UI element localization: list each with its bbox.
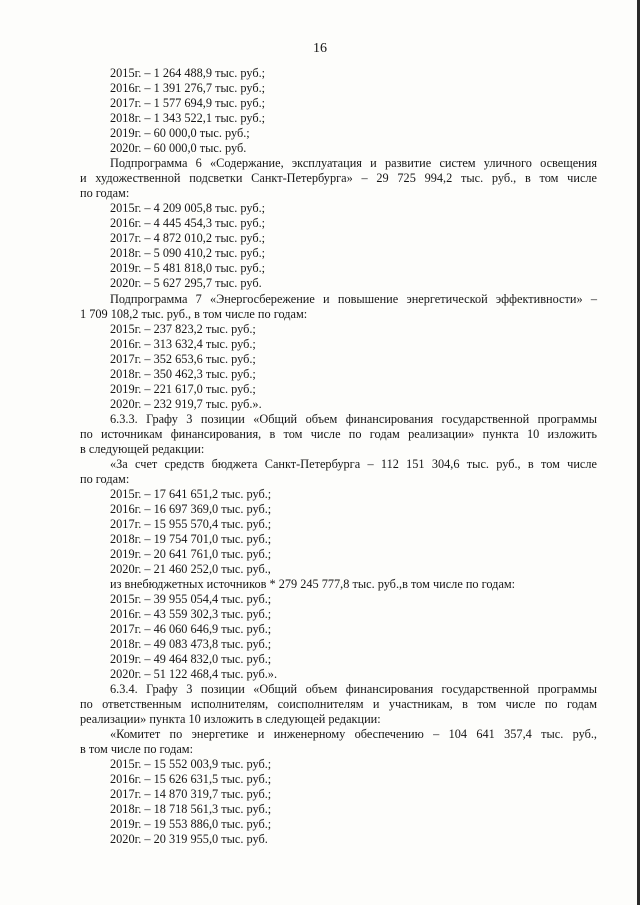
paragraph-line: в следующей редакции: xyxy=(80,442,205,456)
funding-year-line: 2017г. – 14 870 319,7 тыс. руб.; xyxy=(110,787,272,801)
funding-year-line: 2018г. – 350 462,3 тыс. руб.; xyxy=(110,367,256,381)
paragraph-line: «Комитет по энергетике и инженерному обеспечению – 104 641 357,4 тыс. руб., xyxy=(110,727,597,741)
funding-year-line: 2020г. – 5 627 295,7 тыс. руб. xyxy=(110,276,262,290)
funding-year-line: 2015г. – 39 955 054,4 тыс. руб.; xyxy=(110,592,272,606)
paragraph-line: по ответственным исполнителям, соисполнителям и участникам, в том числе по годам xyxy=(80,697,597,711)
paragraph-line: 1 709 108,2 тыс. руб., в том числе по годам: xyxy=(80,307,308,321)
funding-year-line: 2016г. – 43 559 302,3 тыс. руб.; xyxy=(110,607,272,621)
funding-year-line: 2016г. – 313 632,4 тыс. руб.; xyxy=(110,337,256,351)
funding-year-line: 2018г. – 18 718 561,3 тыс. руб.; xyxy=(110,802,272,816)
paragraph-line: 6.3.4. Графу 3 позиции «Общий объем финансирования государственной программы xyxy=(110,682,597,696)
paragraph-line: 6.3.3. Графу 3 позиции «Общий объем финансирования государственной программы xyxy=(110,412,597,426)
funding-year-line: 2019г. – 60 000,0 тыс. руб.; xyxy=(110,126,250,140)
funding-year-line: 2020г. – 20 319 955,0 тыс. руб. xyxy=(110,832,268,846)
paragraph-line: из внебюджетных источников * 279 245 777,8 тыс. руб.,в том числе по годам: xyxy=(110,577,516,591)
funding-year-line: 2015г. – 237 823,2 тыс. руб.; xyxy=(110,322,256,336)
funding-year-line: 2016г. – 15 626 631,5 тыс. руб.; xyxy=(110,772,272,786)
paragraph-line: и художественной подсветки Санкт-Петербурга» – 29 725 994,2 тыс. руб., в том числе xyxy=(80,171,597,185)
funding-year-line: 2019г. – 5 481 818,0 тыс. руб.; xyxy=(110,261,266,275)
paragraph-line: по источникам финансирования, в том числе по годам реализации» пункта 10 изложить xyxy=(80,427,597,441)
funding-year-line: 2020г. – 51 122 468,4 тыс. руб.». xyxy=(110,667,278,681)
funding-year-line: 2019г. – 221 617,0 тыс. руб.; xyxy=(110,382,256,396)
funding-year-line: 2018г. – 19 754 701,0 тыс. руб.; xyxy=(110,532,272,546)
paragraph-line: реализации» пункта 10 изложить в следующей редакции: xyxy=(80,712,381,726)
funding-year-line: 2017г. – 46 060 646,9 тыс. руб.; xyxy=(110,622,272,636)
funding-year-line: 2016г. – 1 391 276,7 тыс. руб.; xyxy=(110,81,266,95)
funding-year-line: 2018г. – 1 343 522,1 тыс. руб.; xyxy=(110,111,266,125)
funding-year-line: 2015г. – 17 641 651,2 тыс. руб.; xyxy=(110,487,272,501)
funding-year-line: 2015г. – 1 264 488,9 тыс. руб.; xyxy=(110,66,266,80)
funding-year-line: 2015г. – 4 209 005,8 тыс. руб.; xyxy=(110,201,266,215)
funding-year-line: 2017г. – 15 955 570,4 тыс. руб.; xyxy=(110,517,272,531)
funding-year-line: 2020г. – 232 919,7 тыс. руб.». xyxy=(110,397,262,411)
funding-year-line: 2019г. – 19 553 886,0 тыс. руб.; xyxy=(110,817,272,831)
funding-year-line: 2019г. – 49 464 832,0 тыс. руб.; xyxy=(110,652,272,666)
funding-year-line: 2020г. – 60 000,0 тыс. руб. xyxy=(110,141,247,155)
funding-year-line: 2016г. – 16 697 369,0 тыс. руб.; xyxy=(110,502,272,516)
page-number: 16 xyxy=(313,41,327,56)
funding-year-line: 2016г. – 4 445 454,3 тыс. руб.; xyxy=(110,216,266,230)
paragraph-line: Подпрограмма 7 «Энергосбережение и повышение энергетической эффективности» – xyxy=(110,292,597,306)
funding-year-line: 2020г. – 21 460 252,0 тыс. руб., xyxy=(110,562,271,576)
funding-year-line: 2017г. – 1 577 694,9 тыс. руб.; xyxy=(110,96,266,110)
paragraph-line: Подпрограмма 6 «Содержание, эксплуатация и развитие систем уличного освещения xyxy=(110,156,597,170)
funding-year-line: 2018г. – 49 083 473,8 тыс. руб.; xyxy=(110,637,272,651)
paragraph-line: в том числе по годам: xyxy=(80,742,194,756)
funding-year-line: 2018г. – 5 090 410,2 тыс. руб.; xyxy=(110,246,266,260)
funding-year-line: 2017г. – 4 872 010,2 тыс. руб.; xyxy=(110,231,266,245)
funding-year-line: 2019г. – 20 641 761,0 тыс. руб.; xyxy=(110,547,272,561)
paragraph-line: по годам: xyxy=(80,472,130,486)
funding-year-line: 2017г. – 352 653,6 тыс. руб.; xyxy=(110,352,256,366)
paragraph-line: по годам: xyxy=(80,186,130,200)
funding-year-line: 2015г. – 15 552 003,9 тыс. руб.; xyxy=(110,757,272,771)
paragraph-line: «За счет средств бюджета Санкт-Петербурга – 112 151 304,6 тыс. руб., в том числе xyxy=(110,457,597,471)
